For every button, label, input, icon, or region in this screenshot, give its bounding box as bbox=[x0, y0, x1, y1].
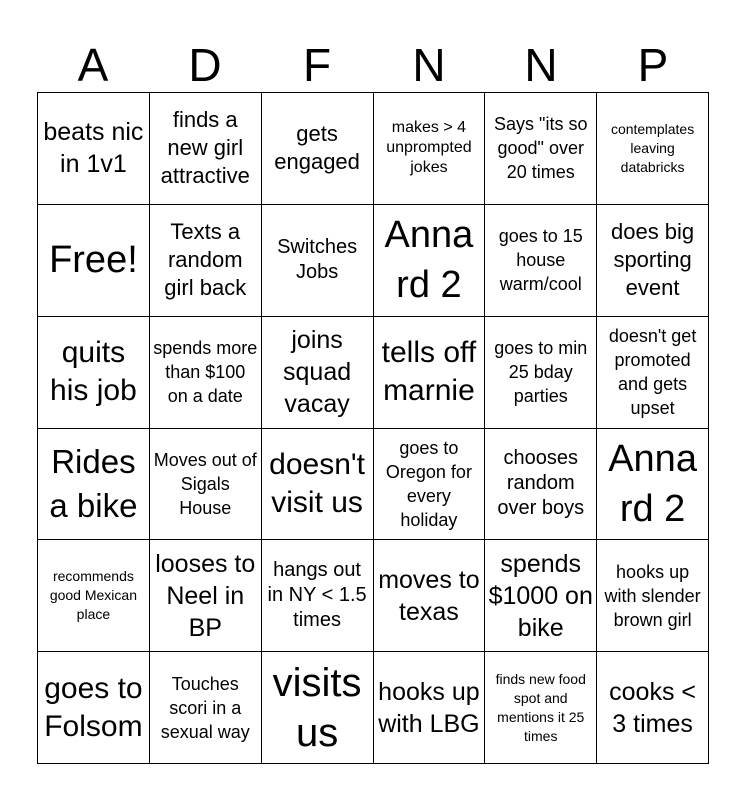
bingo-grid bbox=[37, 92, 709, 764]
header-letter-6: P bbox=[637, 39, 669, 91]
cell-text: Switches Jobs bbox=[277, 236, 358, 284]
cell-text: Anna rd 2 bbox=[384, 214, 474, 307]
bingo-cell[interactable] bbox=[485, 429, 597, 541]
free-cell[interactable] bbox=[38, 205, 150, 317]
cell-text: recommends good Mexican place bbox=[49, 568, 137, 623]
bingo-cell[interactable] bbox=[374, 317, 486, 429]
cell-text: tells off marnie bbox=[381, 336, 477, 408]
cell-text: joins squad vacay bbox=[283, 326, 352, 419]
header-letter-1: A bbox=[77, 39, 109, 91]
cell-text: doesn't visit us bbox=[269, 447, 365, 519]
bingo-cell[interactable] bbox=[374, 205, 486, 317]
cell-text: moves to texas bbox=[378, 565, 480, 626]
bingo-cell[interactable] bbox=[597, 652, 709, 764]
bingo-cell[interactable] bbox=[38, 652, 150, 764]
bingo-cell[interactable] bbox=[262, 205, 374, 317]
bingo-cell[interactable] bbox=[150, 205, 262, 317]
bingo-cell[interactable] bbox=[597, 540, 709, 652]
bingo-cell[interactable] bbox=[485, 317, 597, 429]
bingo-cell[interactable] bbox=[374, 652, 486, 764]
cell-text: hooks up with LBG bbox=[378, 677, 480, 738]
bingo-cell[interactable] bbox=[150, 317, 262, 429]
bingo-cell[interactable] bbox=[150, 93, 262, 205]
cell-text: beats nic in 1v1 bbox=[43, 118, 144, 179]
header-letter-4: N bbox=[412, 39, 446, 91]
cell-text: Rides a bike bbox=[49, 442, 138, 524]
bingo-cell[interactable] bbox=[597, 429, 709, 541]
header-letter-5: N bbox=[524, 39, 558, 91]
bingo-cell[interactable] bbox=[150, 540, 262, 652]
cell-text: Free! bbox=[49, 239, 138, 282]
bingo-cell[interactable] bbox=[38, 317, 150, 429]
cell-text: Touches scori in a sexual way bbox=[160, 673, 250, 742]
bingo-header bbox=[37, 38, 709, 92]
bingo-cell[interactable] bbox=[38, 540, 150, 652]
bingo-cell[interactable] bbox=[374, 93, 486, 205]
cell-text: Moves out of Sigals House bbox=[153, 449, 257, 518]
header-letter-3: F bbox=[302, 39, 332, 91]
bingo-cell[interactable] bbox=[150, 652, 262, 764]
cell-text: doesn't get promoted and gets upset bbox=[608, 326, 697, 419]
cell-text: chooses random over boys bbox=[497, 447, 585, 520]
bingo-cell[interactable] bbox=[150, 429, 262, 541]
bingo-cell[interactable] bbox=[38, 93, 150, 205]
cell-text: goes to 15 house warm/cool bbox=[498, 226, 583, 295]
bingo-cell[interactable] bbox=[485, 540, 597, 652]
cell-text: hooks up with slender brown girl bbox=[604, 561, 701, 630]
bingo-cell[interactable] bbox=[262, 317, 374, 429]
header-letter-2: D bbox=[188, 39, 222, 91]
bingo-cell[interactable] bbox=[485, 652, 597, 764]
cell-text: goes to min 25 bday parties bbox=[494, 338, 588, 407]
cell-text: gets engaged bbox=[274, 121, 360, 175]
cell-text: does big sporting event bbox=[610, 219, 695, 301]
bingo-cell[interactable] bbox=[262, 429, 374, 541]
bingo-cell[interactable] bbox=[485, 205, 597, 317]
bingo-cell[interactable] bbox=[485, 93, 597, 205]
bingo-cell[interactable] bbox=[597, 205, 709, 317]
cell-text: Anna rd 2 bbox=[608, 437, 697, 530]
cell-text: finds a new girl attractive bbox=[160, 107, 250, 189]
cell-text: Says "its so good" over 20 times bbox=[494, 114, 588, 183]
cell-text: finds new food spot and mentions it 25 times bbox=[495, 670, 586, 744]
cell-text: makes > 4 unprompted jokes bbox=[386, 119, 472, 177]
cell-text: quits his job bbox=[50, 336, 137, 408]
cell-text: Texts a random girl back bbox=[164, 219, 247, 301]
bingo-cell[interactable] bbox=[262, 93, 374, 205]
bingo-cell[interactable] bbox=[597, 93, 709, 205]
bingo-cell[interactable] bbox=[38, 429, 150, 541]
cell-text: goes to Oregon for every holiday bbox=[385, 437, 472, 530]
bingo-cell[interactable] bbox=[262, 540, 374, 652]
cell-text: spends $1000 on bike bbox=[488, 549, 593, 642]
cell-text: contemplates leaving databricks bbox=[610, 120, 695, 175]
bingo-cell[interactable] bbox=[374, 429, 486, 541]
cell-text: looses to Neel in BP bbox=[155, 549, 256, 642]
cell-text: spends more than $100 on a date bbox=[153, 338, 258, 407]
cell-text: goes to Folsom bbox=[44, 671, 143, 743]
bingo-cell[interactable] bbox=[262, 652, 374, 764]
bingo-cell[interactable] bbox=[597, 317, 709, 429]
cell-text: visits us bbox=[272, 660, 362, 755]
bingo-cell[interactable] bbox=[374, 540, 486, 652]
cell-text: hangs out in NY < 1.5 times bbox=[267, 559, 367, 632]
cell-text: cooks < 3 times bbox=[609, 677, 696, 738]
